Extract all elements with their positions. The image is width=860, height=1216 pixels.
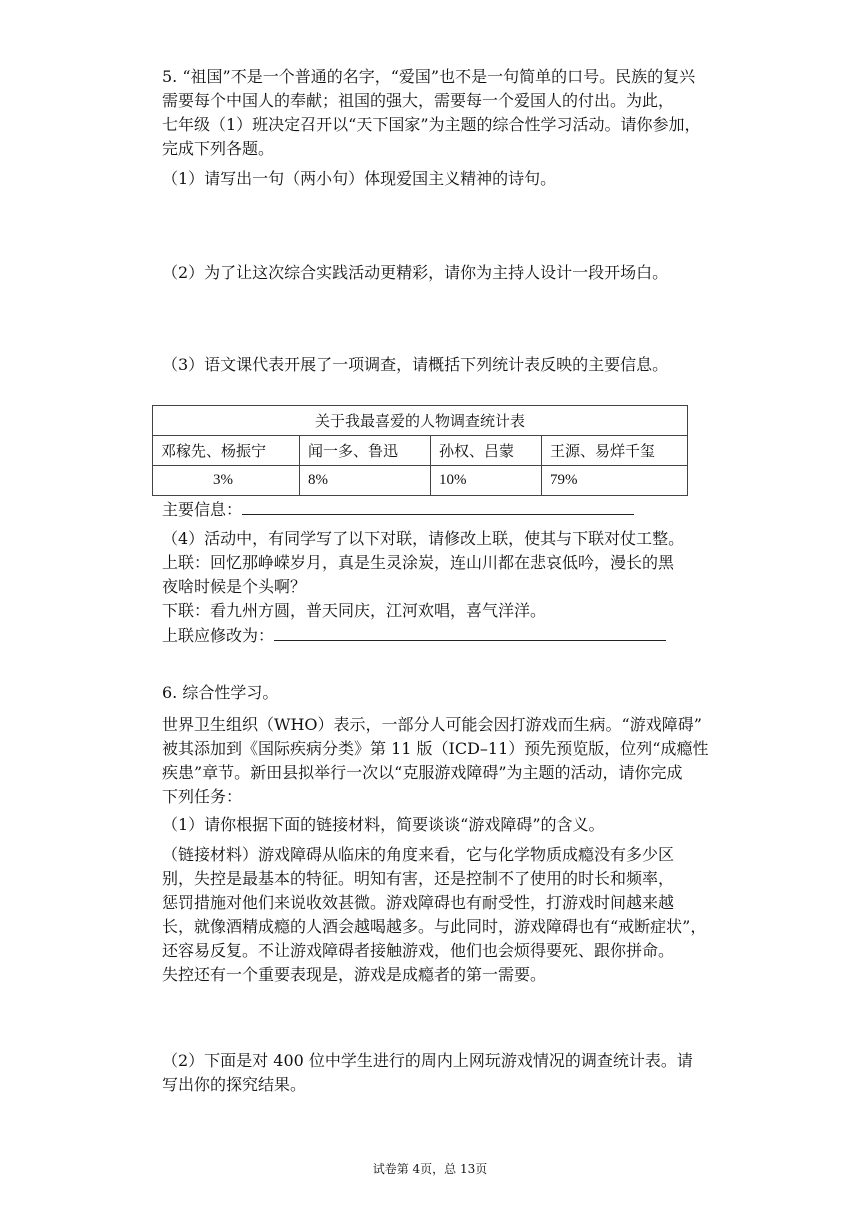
material-line: 长，就像酒精成瘾的人酒会越喝越多。与此同时，游戏障碍也有“戒断症状”， xyxy=(162,917,707,936)
survey-table-title: 关于我最喜爱的人物调查统计表 xyxy=(153,406,688,436)
material-line: （链接材料）游戏障碍从临床的角度来看，它与化学物质成瘾没有多少区 xyxy=(162,845,675,864)
q5-sub4-prompt: （4）活动中，有同学写了以下对联，请修改上联，使其与下联对仗工整。 xyxy=(162,529,685,548)
survey-table-value: 8% xyxy=(300,466,431,496)
page-footer: 试卷第 4页，总 13页 xyxy=(372,1162,488,1176)
q6-sub1-prompt: （1）请你根据下面的链接材料，简要谈谈“游戏障碍”的含义。 xyxy=(162,815,605,834)
q6-intro-line: 下列任务： xyxy=(162,787,243,806)
main-info-blank[interactable] xyxy=(242,498,634,515)
q5-sub3-prompt: （3）语文课代表开展了一项调查，请概括下列统计表反映的主要信息。 xyxy=(162,355,669,374)
material-line: 惩罚措施对他们来说收效甚微。游戏障碍也有耐受性，打游戏时间越来越 xyxy=(162,893,675,912)
survey-table-header: 王源、易烊千玺 xyxy=(542,436,688,466)
survey-table xyxy=(152,405,688,496)
q5-intro-line: 七年级（1）班决定召开以“天下国家”为主题的综合性学习活动。请你参加， xyxy=(162,115,701,134)
material-line: 还容易反复。不让游戏障碍者接触游戏，他们也会烦得要死、跟你拼命。 xyxy=(162,941,675,960)
q5-intro-line: 需要每个中国人的奉献；祖国的强大，需要每一个爱国人的付出。为此， xyxy=(162,91,675,110)
couplet-upper-line: 夜啥时候是个头啊？ xyxy=(162,577,307,596)
q5-sub2-prompt: （2）为了让这次综合实践活动更精彩，请你为主持人设计一段开场白。 xyxy=(162,263,669,282)
q6-intro-line: 疾患”章节。新田县拟举行一次以“克服游戏障碍”为主题的活动，请你完成 xyxy=(162,763,683,782)
revise-answer xyxy=(162,624,666,647)
material-line: 别，失控是最基本的特征。明知有害，还是控制不了使用的时长和频率， xyxy=(162,869,675,888)
revise-label: 上联应修改为： xyxy=(162,626,275,645)
survey-table-value: 79% xyxy=(542,466,688,496)
survey-table-header: 闻一多、鲁迅 xyxy=(300,436,431,466)
survey-table-value: 10% xyxy=(431,466,542,496)
main-info-label: 主要信息： xyxy=(162,500,243,519)
couplet-lower-line: 下联：看九州方圆，普天同庆，江河欢唱，喜气洋洋。 xyxy=(162,601,547,620)
q6-intro-line: 世界卫生组织（WHO）表示，一部分人可能会因打游戏而生病。“游戏障碍” xyxy=(162,715,702,734)
material-line: 失控还有一个重要表现是，游戏是成瘾者的第一需要。 xyxy=(162,965,547,984)
q6-title: 6. 综合性学习。 xyxy=(162,683,279,702)
couplet-upper-line: 上联：回忆那峥嵘岁月，真是生灵涂炭，连山川都在悲哀低吟，漫长的黑 xyxy=(162,553,675,572)
revise-blank[interactable] xyxy=(274,624,666,641)
q6-sub2-line: （2）下面是对 400 位中学生进行的周内上网玩游戏情况的调查统计表。请 xyxy=(162,1051,693,1070)
q5-intro-line: 完成下列各题。 xyxy=(162,139,275,158)
survey-table-value: 3% xyxy=(153,466,300,496)
survey-table-header: 孙权、吕蒙 xyxy=(431,436,542,466)
q5-sub1-prompt: （1）请写出一句（两小句）体现爱国主义精神的诗句。 xyxy=(162,169,557,188)
survey-table-header: 邓稼先、杨振宁 xyxy=(153,436,300,466)
main-info-answer xyxy=(162,498,634,521)
q6-intro-line: 被其添加到《国际疾病分类》第 11 版（ICD–11）预先预览版，位列“成瘾性 xyxy=(162,739,709,758)
q6-sub2-line: 写出你的探究结果。 xyxy=(162,1075,307,1094)
q5-intro-line: 5. “祖国”不是一个普通的名字，“爱国”也不是一句简单的口号。民族的复兴 xyxy=(162,67,696,86)
